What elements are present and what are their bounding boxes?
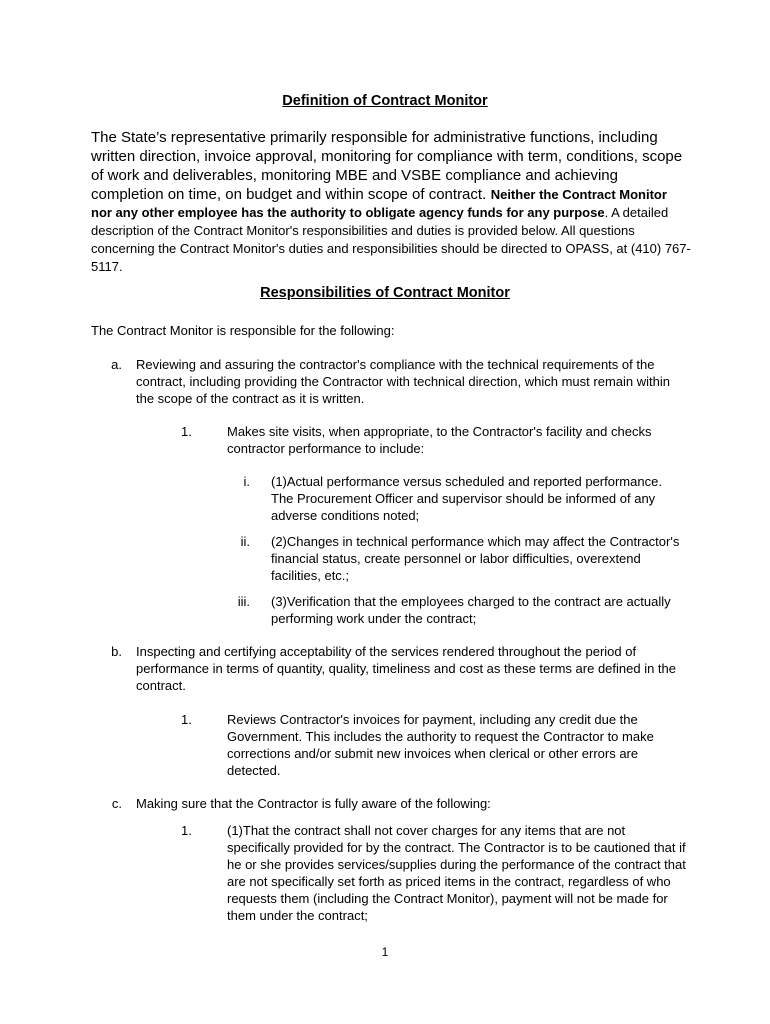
item-c1-marker: 1. xyxy=(181,823,192,838)
item-c1-text: (1)That the contract shall not cover charges for any items that are not specifically provided for by the contract. The Contractor is to be cautioned that if he or she provides services/supplies during the performance of the contract that are not specifically set forth as priced items in the contract, regardless of who requests them (including the Contract Monitor), payment will not be made for them under the contract; xyxy=(227,823,686,923)
definition-paragraph xyxy=(91,128,691,276)
item-b1-text: Reviews Contractor's invoices for payment, including any credit due the Government. This includes the authority to request the Contractor to make corrections and/or submit new invoices when clerical or other errors are detected. xyxy=(227,712,654,778)
definition-bold: Neither the Contract Monitor nor any other employee has the authority to obligate agency funds for any purpose xyxy=(91,187,667,220)
item-b1-marker: 1. xyxy=(181,712,192,727)
item-a-marker: a. xyxy=(111,357,122,372)
definition-lead: The State’s representative primarily responsible for administrative functions, including written direction, invoice approval, monitoring for compliance with term, conditions, scope of work and deliverables, monitoring MBE and VSBE compliance and achieving completion on time, on budget and within scope of contract. xyxy=(91,129,683,203)
definition-heading: Definition of Contract Monitor xyxy=(282,93,488,109)
sub-iii-text: (3)Verification that the employees charged to the contract are actually performing work under the contract; xyxy=(271,594,671,626)
item-c-text: Making sure that the Contractor is fully aware of the following: xyxy=(136,796,491,811)
responsibilities-intro: The Contract Monitor is responsible for the following: xyxy=(91,323,395,338)
sub-i-text: (1)Actual performance versus scheduled and reported performance. The Procurement Officer and supervisor should be informed of any adverse conditions noted; xyxy=(271,474,662,523)
sub-ii-text: (2)Changes in technical performance which may affect the Contractor's financial status, create personnel or labor difficulties, overextend facilities, etc.; xyxy=(271,534,680,583)
item-a1-marker: 1. xyxy=(181,424,192,439)
page-number: 1 xyxy=(381,945,389,959)
sub-i-marker: i. xyxy=(243,474,250,489)
item-a1-text: Makes site visits, when appropriate, to the Contractor's facility and checks contractor performance to include: xyxy=(227,424,652,456)
item-c-marker: c. xyxy=(111,796,122,811)
sub-ii-marker: ii. xyxy=(240,534,250,549)
sub-iii-marker: iii. xyxy=(237,594,250,609)
item-a-text: Reviewing and assuring the contractor's compliance with the technical requirements of the contract, including providing the Contractor with technical direction, which must remain within the scope of the contract as it is written. xyxy=(136,357,670,406)
item-b-marker: b. xyxy=(111,644,122,659)
item-b-text: Inspecting and certifying acceptability of the services rendered throughout the period of performance in terms of quantity, quality, timeliness and cost as these terms are defined in the contract. xyxy=(136,644,677,693)
responsibilities-heading: Responsibilities of Contract Monitor xyxy=(260,285,510,301)
definition-rest: . A detailed description of the Contract Monitor's responsibilities and duties is provided below. All questions concerning the Contract Monitor's duties and responsibilities should be directed to OPASS, at (410) 767-5117. xyxy=(91,205,691,274)
